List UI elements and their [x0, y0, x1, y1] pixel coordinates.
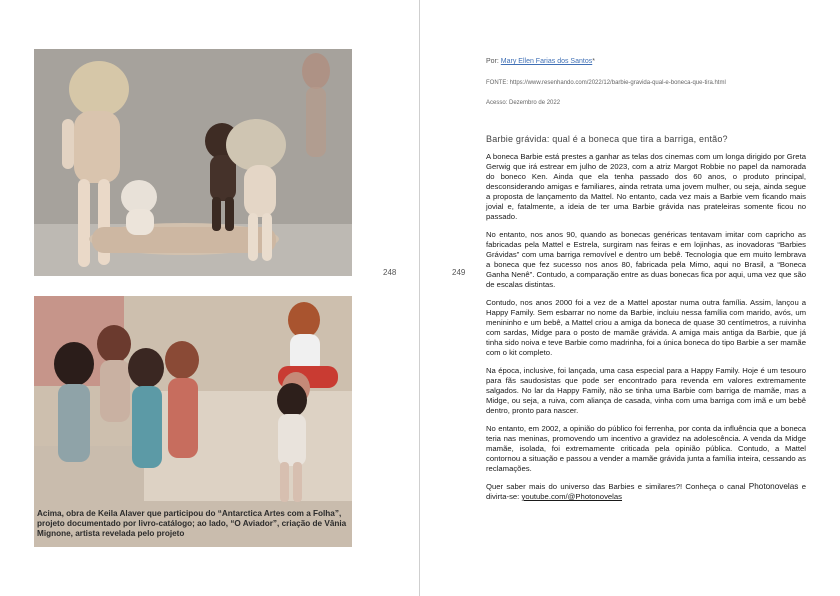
photo-caption: Acima, obra de Keila Alaver que participou do “Antarctica Artes com a Folha”, projeto documentado por livro-catálogo; ao lado, “O Aviador”, criação de Vânia Mignone, artista revelada pelo projeto [37, 509, 347, 538]
youtube-link[interactable]: youtube.com/@Photonovelas [521, 492, 623, 501]
byline [486, 58, 595, 65]
left-page [0, 0, 419, 596]
source-url: FONTE: https://www.resenhando.com/2022/12/barbie-gravida-qual-e-boneca-que-tira.html [486, 80, 726, 86]
page-number-right: 249 [452, 268, 466, 277]
page-number-left: 248 [383, 268, 397, 277]
article-title: Barbie grávida: qual é a boneca que tira a barriga, então? [486, 134, 728, 144]
closing-suffix: e divirta-se: [486, 482, 806, 501]
closing-paragraph [486, 482, 806, 502]
paragraph: No entanto, em 2002, a opinião do público foi ferrenha, por conta da influência que a boneca teria nas meninas, promovendo um incentivo a gravidez na adolescência. A venda da Midge mamãe, isolada, foi extremamente criticada pela opinião pública. Contudo, a Mattel contornou a situação e passou a vender a mamãe grávida junta a família inteira, cessando as reclamações. [486, 424, 806, 473]
doll-bath-photo [34, 49, 352, 276]
paragraph: Contudo, nos anos 2000 foi a vez de a Mattel apostar numa outra família. Assim, lançou a Happy Family. Sem esbarrar no nome da Barbie, incluiu nessa família com marido, avós, um menininho e um bebê, a Mattel criou a amiga da boneca de quase 30 centímetros, a ruivinha com sardas, Midge para o posto de mamãe grávida. A amiga mais antiga da Barbie, que já tinha sido noiva e teve Barbie como madrinha, foi a única boneca do tipo Barbie a ser mamãe com o kit completo. [486, 298, 806, 357]
paragraph: No entanto, nos anos 90, quando as bonecas genéricas tentavam imitar com capricho as fabricadas pela Mattel e Estrela, surgiram nas feiras e em lojinhas, as inovadoras “Barbies Grávidas” com uma barriga removível e dentro um bebê. Tecnologia que em muito lembrava a boneca que fez sucesso nos anos 80, fabricada pela Mimo, aqui no Brasil, a “Boneca Ganha Nenê”. Contudo, a comparação entre as duas bonecas fica por aqui, uma vez que são de escalas distintas. [486, 230, 806, 289]
right-page [420, 0, 840, 596]
article-body [486, 152, 806, 510]
author-link[interactable]: Mary Ellen Farias dos Santos [500, 58, 593, 65]
closing-text: Quer saber mais do universo das Barbies e similares?! Conheça o canal [486, 482, 749, 491]
channel-name: Photonovelas [748, 482, 799, 491]
author-mark: * [592, 58, 595, 65]
paragraph: A boneca Barbie está prestes a ganhar as telas dos cinemas com um longa dirigido por Greta Gerwig que irá estrear em julho de 2023, com a atriz Margot Robbie no papel da namorada do boneco Ken. Ainda que ela tenha passado dos 60 anos, o produto principal, desconsiderando amigas e familiares, ainda retrata uma jovem mulher, ou seja, ainda segue a proposta de lançamento da Mattel. No entanto, cada vez mais a Barbie vem ficando mais jovial e, fatalmente, a ideia de ter uma Barbie grávida nas prateleiras somente ficou no passado. [486, 152, 806, 221]
aviador-artwork-photo [34, 296, 352, 547]
byline-prefix: Por: [486, 58, 499, 65]
access-date: Acesso: Dezembro de 2022 [486, 100, 561, 106]
paragraph: Na época, inclusive, foi lançada, uma casa especial para a Happy Family. Hoje é um tesouro para fãs saudosistas que pode ser encontrado para revenda em valores extremamente salgados. No lar da Happy Family, não se tinha uma Barbie com barriga de mamãe, mas a Midge, ou seja, a ruiva, com aliança de casada, vinha com uma barriga com imã e um bebê dentro, pronto para nascer. [486, 366, 806, 415]
